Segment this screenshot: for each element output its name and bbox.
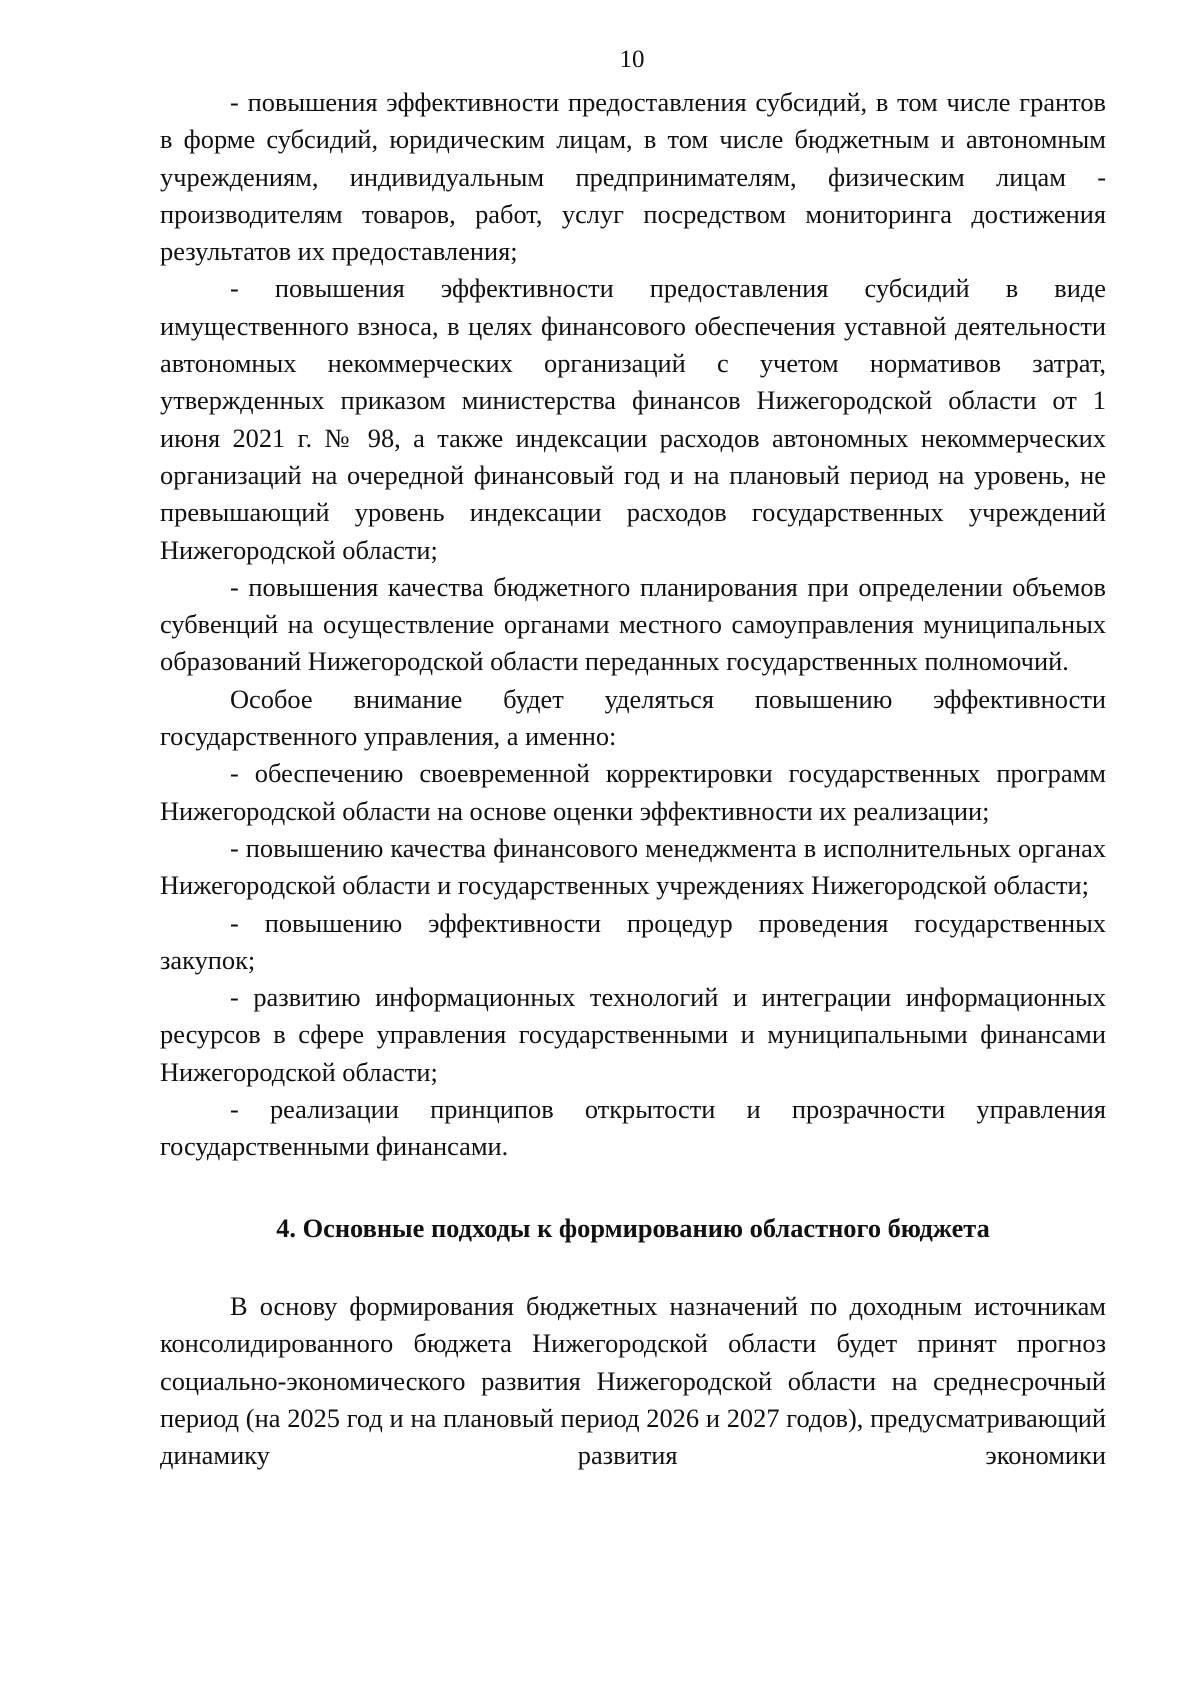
paragraph-procurement: - повышению эффективности процедур проведения государственных закупок; <box>160 907 1106 975</box>
paragraph-information-technologies: - развитию информационных технологий и интеграции информационных ресурсов в сфере управления государственными и муниципальными финансами Нижегородской области; <box>160 982 1106 1087</box>
paragraph-subsidies-property-contribution: - повышения эффективности предоставления субсидий в виде имущественного взноса, в целях финансового обеспечения уставной деятельности автономных некоммерческих организаций с учетом нормативов затрат, утвержденных приказом министерства финансов Нижегородской области от 1 июня 2021 г. № 98, а также индексации расходов автономных некоммерческих организаций на очередной финансовый год и на плановый период на уровень, не превышающий уровень индексации расходов государственных учреждений Нижегородской области; <box>160 273 1106 565</box>
page-number: 10 <box>619 46 645 73</box>
paragraph-subsidies-grants: - повышения эффективности предоставления субсидий, в том числе грантов в форме субсидий, юридическим лицам, в том числе бюджетным и автономным учреждениям, индивидуальным предпринимателям, физическим лицам - производителям товаров, работ, услуг посредством мониторинга достижения результатов их предоставления; <box>160 87 1106 267</box>
paragraph-revenue-forecast: В основу формирования бюджетных назначений по доходным источникам консолидированного бюджета Нижегородской области будет принят прогноз социально-экономического развития Нижегородской области на среднесрочный период (на 2025 год и на плановый период 2026 и 2027 годов), предусматривающий динамику развития экономики <box>160 1290 1106 1471</box>
paragraph-program-adjustment: - обеспечению своевременной корректировки государственных программ Нижегородской области на основе оценки эффективности их реализации; <box>160 758 1106 826</box>
section-heading: 4. Основные подходы к формированию областного бюджета <box>276 1212 990 1243</box>
document-body <box>160 84 1106 1474</box>
paragraph-financial-management: - повышению качества финансового менеджмента в исполнительных органах Нижегородской области и государственных учреждениях Нижегородской области; <box>160 832 1106 901</box>
paragraph-special-attention: Особое внимание будет уделяться повышению эффективности государственного управления, а именно: <box>160 683 1106 752</box>
paragraph-budget-planning-quality: - повышения качества бюджетного планирования при определении объемов субвенций на осуществление органами местного самоуправления муниципальных образований Нижегородской области переданных государственных полномочий. <box>160 571 1106 677</box>
paragraph-openness-transparency: - реализации принципов открытости и прозрачности управления государственными финансами. <box>160 1094 1106 1162</box>
